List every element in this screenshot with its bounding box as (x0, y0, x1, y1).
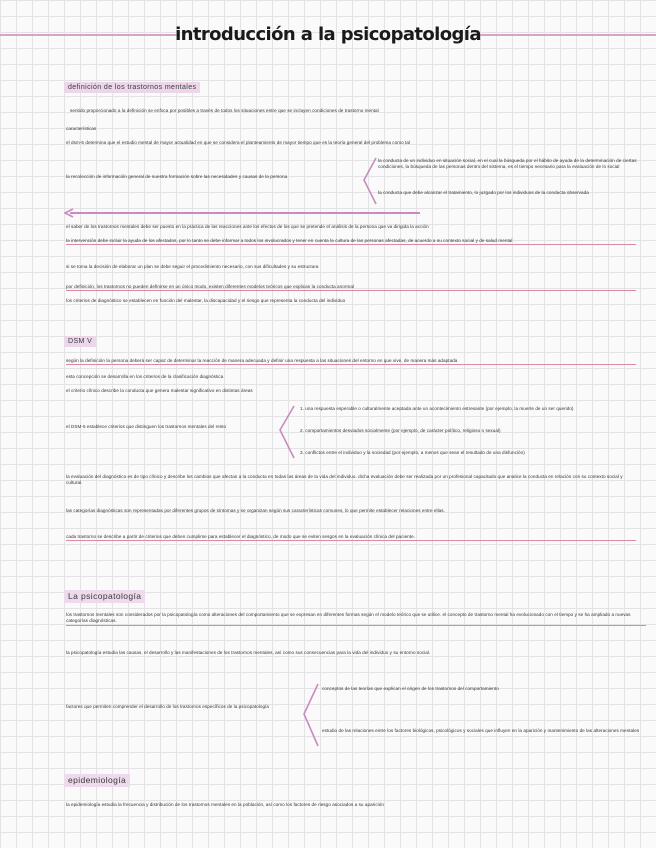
brace-connector (300, 682, 322, 748)
brace-connector (276, 404, 298, 460)
paragraph: la intervención debe incluir la ayuda de los afectados, por lo tanto se debe informar a todos los involucrados y tener en cuenta la cultura de las personas afectadas, de acuerdo a su contexto social y de salud mental (66, 238, 636, 245)
paragraph: sentido proporcionado a la definición se enfoca por posibles a través de todos los situaciones entre que se incluyen condiciones de trastorno mental (70, 108, 379, 113)
brace-connector (360, 156, 380, 206)
paragraph: esta concepción se desarrolla en los criterios de la clasificación diagnóstica (66, 374, 224, 379)
section-heading-epidemiologia: epidemiología (64, 774, 130, 787)
paragraph: los criterios de diagnóstico se establecen en función del malestar, la discapacidad y el riesgo que representa la conducta del individuo (66, 298, 346, 303)
brace-right-text: la conducta que debe alcanzar el tratamiento, lo juzgado por los individuos de la conducta observada (378, 190, 589, 195)
paragraph: la evaluación del diagnóstico es de tipo clínico y describe los cambios que afectan a la conducta en todas las áreas de la vida del individuo. dicha evaluación debe ser realizada por un profesional capacitado que analice la conducta en relación con su contexto social y cultural. (66, 474, 623, 486)
brace-right-text: 2. comportamientos desviados socialmente (por ejemplo, de carácter político, religioso o sexual) (300, 428, 501, 433)
brace-right-text: 3. conflictos entre el individuo y la sociedad (por ejemplo, a menos que sean el resultado de una disfunción) (300, 450, 525, 455)
paragraph: el dsm-5 determina que el estudio mental de mayor actualidad en que se considera el planteamiento de mayor tiempo que es la teoría general del problema como tal (66, 140, 411, 145)
paragraph: las categorías diagnósticas son representadas por diferentes grupos de síntomas y se organizan según sus características comunes, lo que permite establecer relaciones entre ellas. (66, 508, 445, 513)
paragraph: el saber de los trastornos mentales debe ser puesto en la práctica de las reacciones ante los efectos de los que se pretende el análisis de la persona que va dirigida la acción (66, 224, 429, 229)
brace-left-text: el DSM-5 establece criterios que distinguen los trastornos mentales del resto (66, 424, 227, 429)
brace-right-text: estudio de las relaciones entre los factores biológicos, psicológicos y sociales que influyen en la aparición y mantenimiento de las alteraciones mentales (322, 728, 640, 733)
section-heading-dsm: DSM V (64, 336, 96, 347)
arrow-line (70, 212, 420, 214)
paragraph: la epidemiología estudia la frecuencia y distribución de los trastornos mentales en la población, así como los factores de riesgo asociados a su aparición (66, 802, 384, 807)
brace-right-text: la conducta de un individuo en situación social, en el cual la búsqueda por el hábito de ayuda de la determinación de ciertas condiciones, la búsqueda de las personas dentro del sistema, es el tiempo necesario para la evaluación de lo social (378, 158, 637, 170)
section-heading-definicion: definición de los trastornos mentales (64, 82, 200, 93)
paragraph: si se toma la decisión de elaborar un plan se debe seguir el procedimiento necesario, con sus dificultades y su estructura (66, 264, 319, 269)
brace-left-text: la recolección de información general de nuestra formación sobre las necesidades y causas de la persona (66, 174, 288, 179)
paragraph: cada trastorno se describe a partir de criterios que deben cumplirse para establecer el diagnóstico, de modo que se eviten sesgos en la evaluación clínica del paciente. (66, 534, 636, 541)
section-heading-psicopatologia: La psicopatología (64, 590, 145, 603)
arrow-head-icon (64, 208, 74, 218)
paragraph: los trastornos mentales son considerados por la psicopatología como alteraciones del comportamiento que se expresan en diferentes formas según el modelo teórico que se utilice. el concepto de trastorno mental ha evolucionado con el tiempo y se ha ampliado a nuevas categorías diagnósticas. (66, 612, 646, 626)
brace-left-text: factores que permiten comprender el desarrollo de los trastornos específicos de la psicopatología (66, 704, 269, 709)
label-caracteristicas: características (66, 126, 97, 131)
paragraph: por definición, los trastornos no pueden definirse en un único modo, existen diferentes modelos teóricos que explican la conducta anormal (66, 284, 636, 291)
paragraph: el criterio clínico describe la conducta que genera malestar significativo en distintas áreas (66, 388, 253, 393)
brace-right-text: 1. una respuesta esperable o culturalmente aceptada ante un acontecimiento estresante (por ejemplo, la muerte de un ser querido) (300, 406, 574, 411)
paragraph: según la definición la persona deberá ser capaz de determinar la reacción de manera adecuada y definir una respuesta a las situaciones del entorno en que vive, de manera más adaptada (66, 358, 636, 365)
brace-right-text: conceptos de las teorías que explican el origen de los trastornos del comportamiento (322, 686, 499, 691)
page-title: introducción a la psicopatología (175, 24, 481, 45)
paragraph: la psicopatología estudia las causas, el desarrollo y las manifestaciones de los trastornos mentales, así como sus consecuencias para la vida del individuo y su entorno social. (66, 650, 431, 655)
